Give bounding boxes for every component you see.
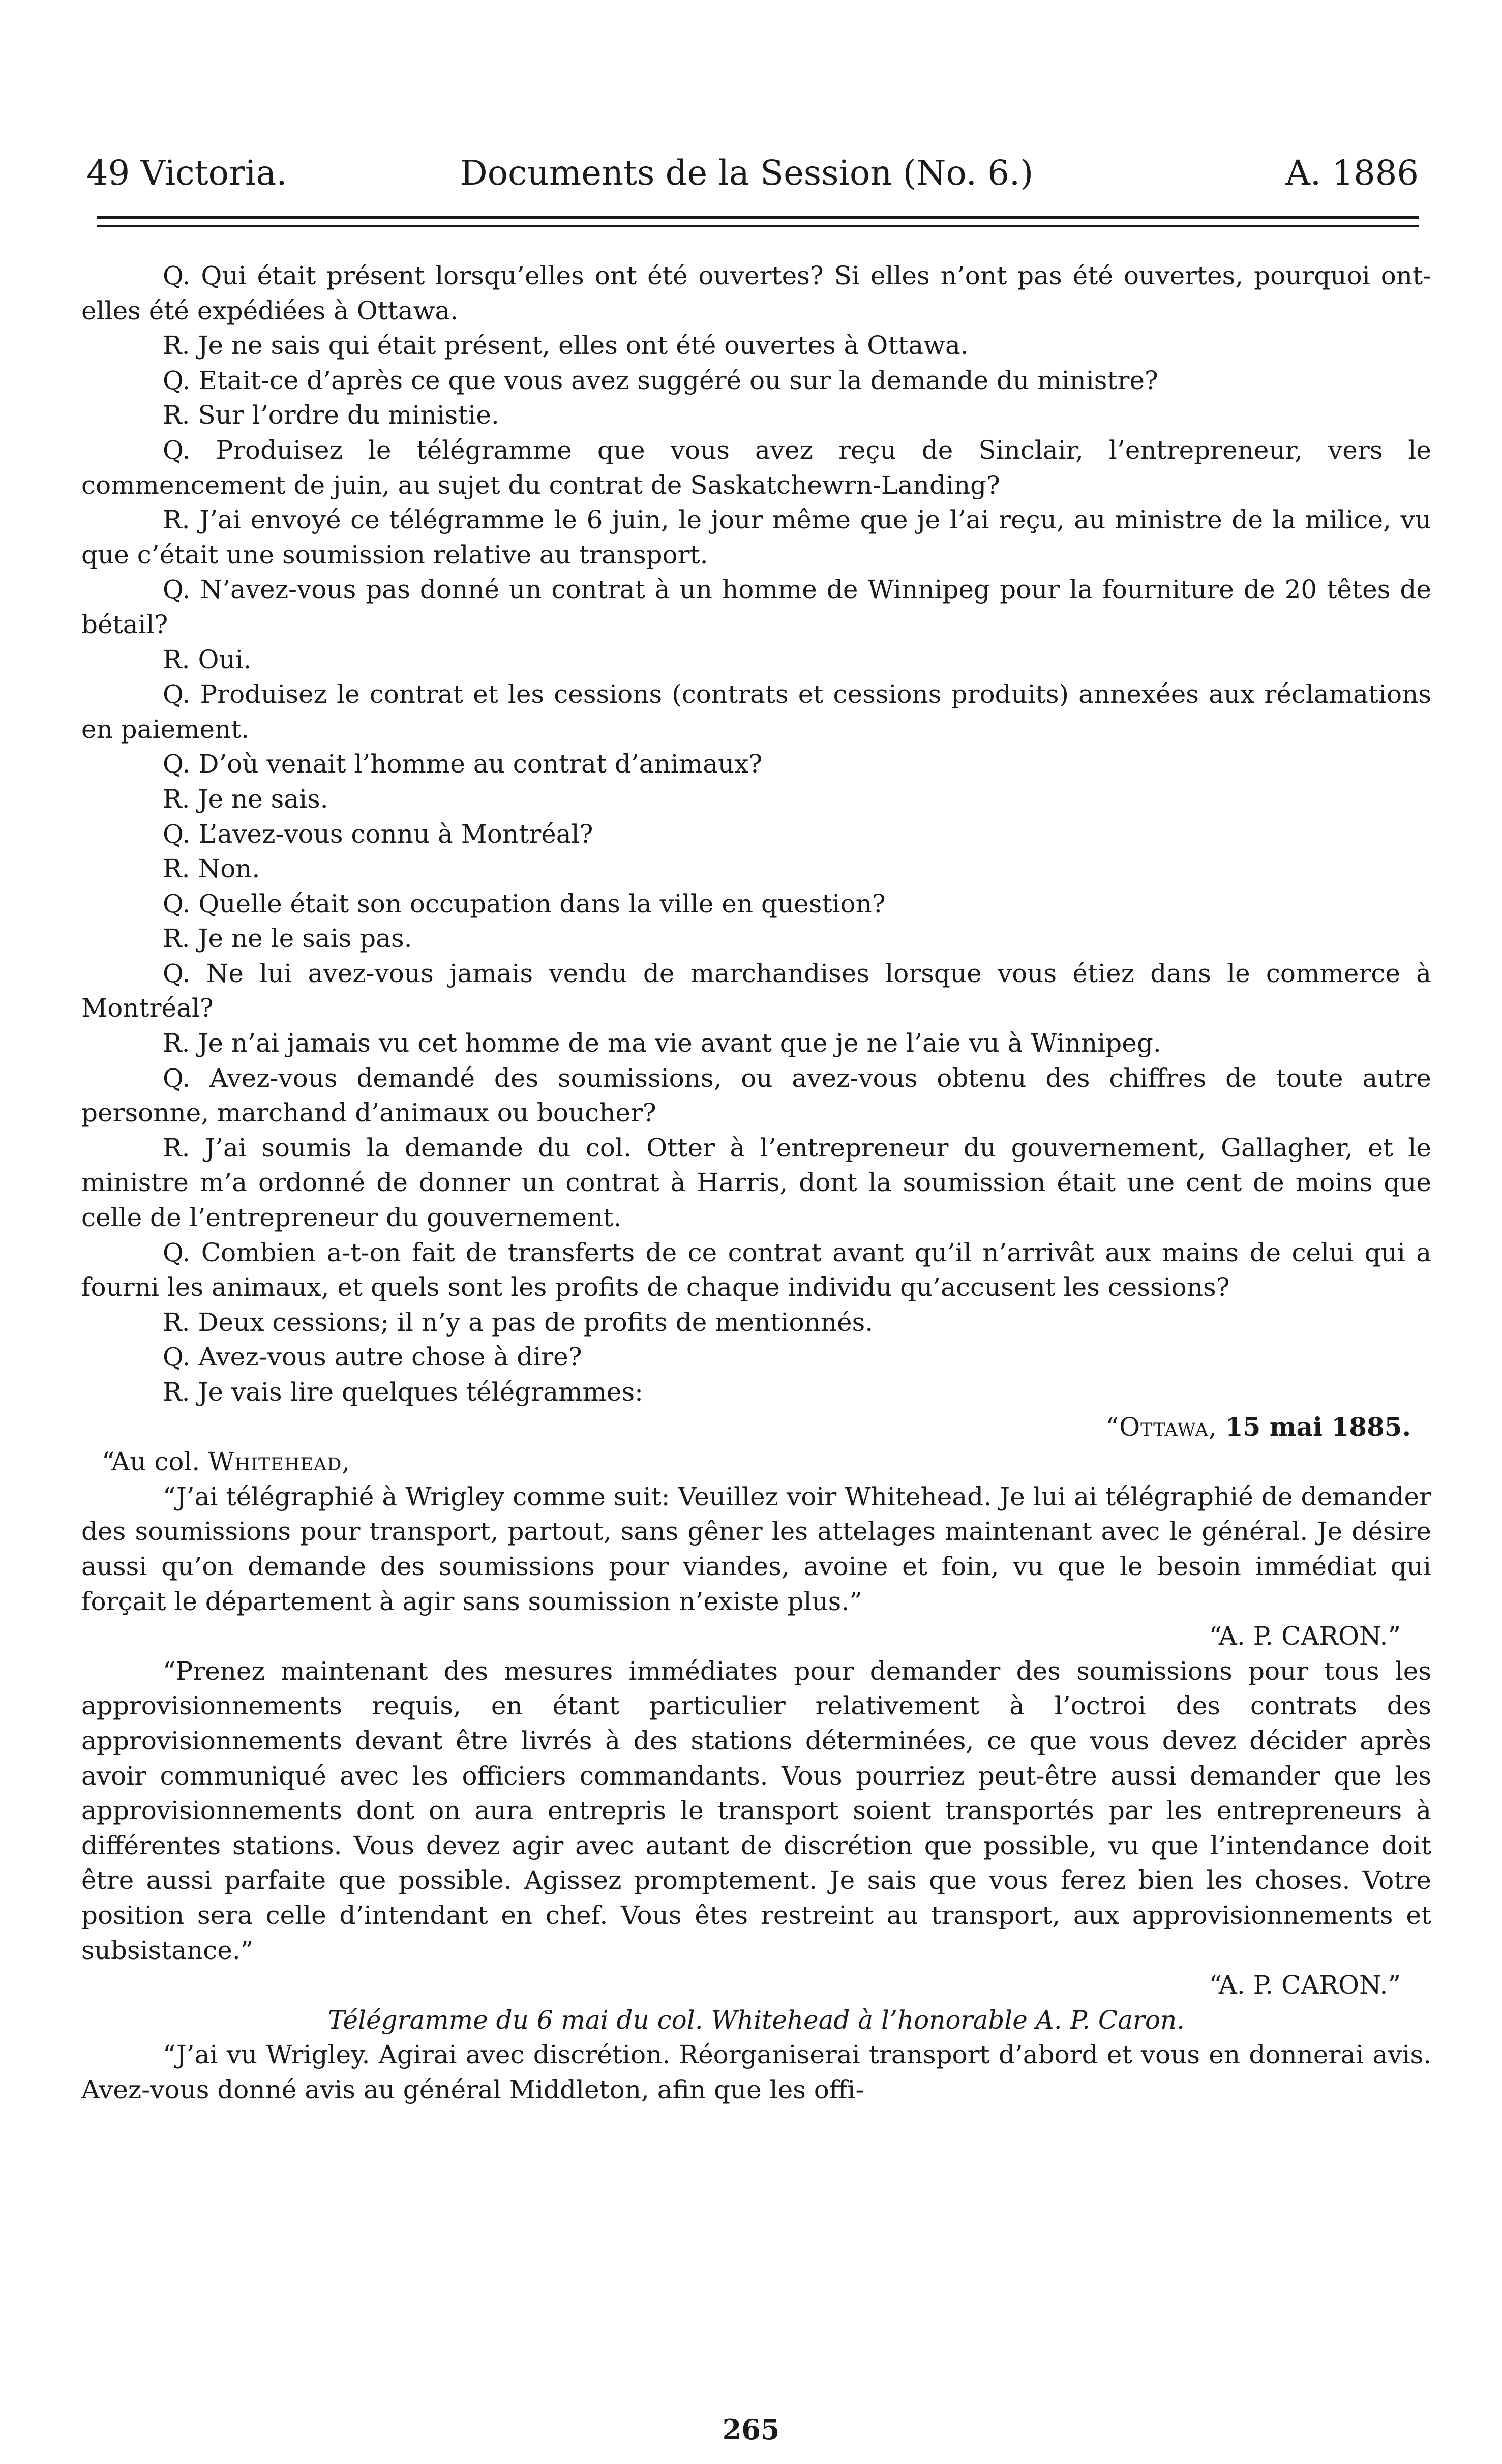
paragraph-text: J’ai envoyé ce télégramme le 6 juin, le jour même que je l’ai reçu, au ministre de la milice, vu que c’était une soumission relative au transport.: [81, 505, 1431, 570]
speaker-label: R.: [163, 1377, 190, 1407]
answer-paragraph: [81, 1375, 1431, 1410]
telegram-address: [81, 1444, 1431, 1479]
question-paragraph: [81, 258, 1431, 328]
paragraph-text: Avez-vous autre chose à dire?: [198, 1342, 582, 1372]
dateline-place: “Ottawa,: [1105, 1412, 1217, 1442]
page-number: 265: [722, 2413, 780, 2446]
paragraph-text: Oui.: [198, 644, 252, 674]
answer-paragraph: [81, 851, 1431, 886]
paragraph-text: Je ne sais.: [198, 784, 328, 814]
speaker-label: Q.: [163, 819, 191, 849]
telegram-body: “J’ai télégraphié à Wrigley comme suit: Veuillez voir Whitehead. Je lui ai télégraphié de demander des soumissions pour transport, partout, sans gêner les attelages maintenant avec le général. Je désire aussi qu’on demande des soumissions pour viandes, avoine et foin, vu que le besoin immédiat qui forçait le département à agir sans soumission n’existe plus.”: [81, 1481, 1431, 1616]
paragraph-text: Produisez le contrat et les cessions (contrats et cessions produits) annexées aux réclamations en paiement.: [81, 679, 1431, 744]
answer-paragraph: [81, 1305, 1431, 1340]
question-paragraph: [81, 1340, 1431, 1375]
document-body: [81, 258, 1431, 2107]
telegram-dateline: [81, 1410, 1431, 1445]
header-volume: 49 Victoria.: [86, 153, 287, 193]
telegram-signature-2: “A. P. CARON.”: [1209, 1970, 1401, 2000]
speaker-label: Q.: [163, 365, 191, 395]
question-paragraph: [81, 363, 1431, 398]
paragraph-text: Qui était présent lorsqu’elles ont été ouvertes? Si elles n’ont pas été ouvertes, pourquoi ont-elles été expédiées à Ottawa.: [81, 261, 1431, 325]
answer-paragraph: [81, 502, 1431, 572]
telegram-caption: Télégramme du 6 mai du col. Whitehead à l’honorable A. P. Caron.: [327, 2005, 1185, 2035]
speaker-label: R.: [163, 331, 190, 361]
answer-paragraph: [81, 642, 1431, 677]
paragraph-text: Produisez le télégramme que vous avez reçu de Sinclair, l’entrepreneur, vers le commencement de juin, au sujet du contrat de Saskatchewrn-Landing?: [81, 435, 1431, 500]
paragraph-text: Deux cessions; il n’y a pas de profits de mentionnés.: [198, 1307, 874, 1337]
speaker-label: Q.: [163, 1342, 191, 1372]
address-name: Whitehead,: [208, 1447, 351, 1477]
question-paragraph: [81, 886, 1431, 922]
telegram-body-2: “Prenez maintenant des mesures immédiates pour demander des soumissions pour tous les approvisionnements requis, en étant particulier relativement à l’octroi des contrats des approvisionnements devant être livrés à des stations déterminées, ce que vous devez décider après avoir communiqué avec les officiers commandants. Vous pourriez peut-être aussi demander que les approvisionnements dont on aura entrepris le transport soient transportés par les entrepreneurs à différentes stations. Vous devez agir avec autant de discrétion que possible, vu que l’intendance doit être aussi parfaite que possible. Agissez promptement. Je sais que vous ferez bien les choses. Votre position sera celle d’intendant en chef. Vous êtes restreint au transport, aux approvisionnements et subsistance.”: [81, 1656, 1431, 1965]
paragraph-text: Quelle était son occupation dans la ville en question?: [198, 888, 886, 918]
telegram-signature: “A. P. CARON.”: [1209, 1621, 1401, 1651]
interrogation-list: [81, 258, 1431, 1410]
speaker-label: R.: [163, 784, 190, 814]
paragraph-text: D’où venait l’homme au contrat d’animaux?: [198, 749, 763, 779]
answer-paragraph: [81, 398, 1431, 433]
speaker-label: R.: [163, 1028, 190, 1058]
paragraph-text: Je ne sais qui était présent, elles ont été ouvertes à Ottawa.: [198, 331, 969, 361]
speaker-label: Q.: [163, 261, 191, 290]
paragraph-text: N’avez-vous pas donné un contrat à un homme de Winnipeg pour la fourniture de 20 têtes de bétail?: [81, 575, 1431, 639]
paragraph-text: Je n’ai jamais vu cet homme de ma vie avant que je ne l’aie vu à Winnipeg.: [198, 1028, 1161, 1058]
question-paragraph: [81, 677, 1431, 747]
speaker-label: Q.: [163, 1237, 191, 1267]
paragraph-text: Ne lui avez-vous jamais vendu de marchandises lorsque vous étiez dans le commerce à Montréal?: [81, 958, 1431, 1023]
speaker-label: Q.: [163, 435, 191, 465]
dateline-date: 15 mai 1885.: [1225, 1411, 1411, 1442]
paragraph-text: Je ne le sais pas.: [198, 924, 412, 954]
header-year: A. 1886: [1285, 153, 1419, 193]
paragraph-text: J’ai soumis la demande du col. Otter à l’entrepreneur du gouvernement, Gallagher, et le ministre m’a ordonné de donner un contrat à Harris, dont la soumission était une cent de moins que celle de l’entrepreneur du gouvernement.: [81, 1133, 1431, 1233]
paragraph-text: Combien a-t-on fait de transferts de ce contrat avant qu’il n’arrivât aux mains de celui qui a fourni les animaux, et quels sont les profits de chaque individu qu’accusent les cessions?: [81, 1237, 1431, 1302]
answer-paragraph: [81, 921, 1431, 956]
question-paragraph: [81, 817, 1431, 852]
answer-paragraph: [81, 1026, 1431, 1061]
answer-paragraph: [81, 782, 1431, 817]
address-prefix: “Au col.: [102, 1447, 200, 1477]
answer-paragraph: [81, 328, 1431, 363]
speaker-label: R.: [163, 1307, 190, 1337]
question-paragraph: [81, 1061, 1431, 1131]
question-paragraph: [81, 747, 1431, 782]
answer-paragraph: [81, 1131, 1431, 1235]
header-rule-thin: [97, 225, 1419, 227]
question-paragraph: [81, 1235, 1431, 1305]
question-paragraph: [81, 956, 1431, 1026]
speaker-label: R.: [163, 644, 190, 674]
speaker-label: R.: [163, 505, 190, 535]
speaker-label: Q.: [163, 888, 191, 918]
header-rule-thick: [97, 216, 1419, 219]
paragraph-text: L’avez-vous connu à Montréal?: [198, 819, 593, 849]
paragraph-text: Avez-vous demandé des soumissions, ou avez-vous obtenu des chiffres de toute autre personne, marchand d’animaux ou boucher?: [81, 1063, 1431, 1128]
paragraph-text: Je vais lire quelques télégrammes:: [198, 1377, 643, 1407]
speaker-label: R.: [163, 854, 190, 884]
speaker-label: Q.: [163, 575, 191, 605]
question-paragraph: [81, 433, 1431, 502]
speaker-label: Q.: [163, 679, 191, 709]
speaker-label: R.: [163, 924, 190, 954]
paragraph-text: Non.: [198, 854, 260, 884]
speaker-label: Q.: [163, 749, 191, 779]
speaker-label: R.: [163, 1133, 190, 1163]
paragraph-text: Etait-ce d’après ce que vous avez suggéré ou sur la demande du ministre?: [198, 365, 1158, 395]
running-header: [86, 145, 1419, 201]
header-title: Documents de la Session (No. 6.): [460, 153, 1034, 193]
speaker-label: Q.: [163, 1063, 191, 1093]
speaker-label: Q.: [163, 958, 191, 988]
speaker-label: R.: [163, 400, 190, 430]
telegram-final-paragraph: “J’ai vu Wrigley. Agirai avec discrétion. Réorganiserai transport d’abord et vous en donnerai avis. Avez-vous donné avis au général Middleton, afin que les offi-: [81, 2040, 1431, 2104]
paragraph-text: Sur l’ordre du ministie.: [198, 400, 499, 430]
question-paragraph: [81, 572, 1431, 642]
